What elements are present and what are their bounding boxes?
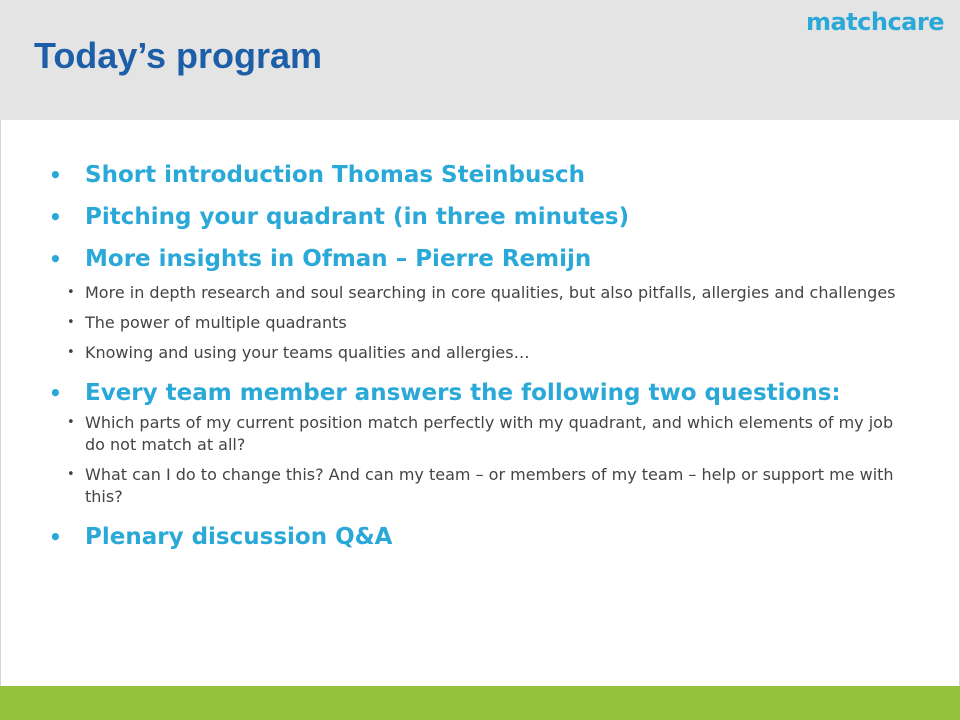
slide-title: Today’s program [34, 35, 323, 76]
sub-item-text: The power of multiple quadrants [85, 313, 347, 332]
sub-item [49, 312, 909, 334]
agenda-item-text: More insights in Ofman – Pierre Remijn [85, 246, 592, 272]
bullet-icon: • [67, 285, 75, 300]
agenda-item-text: Plenary discussion Q&A [85, 524, 393, 550]
footer-bar [0, 686, 960, 720]
agenda-list [49, 158, 909, 562]
bullet-icon: • [49, 381, 62, 405]
agenda-item-text: Short introduction Thomas Steinbusch [85, 162, 586, 188]
agenda-item-text: Pitching your quadrant (in three minutes) [85, 204, 630, 230]
bullet-icon: • [49, 525, 62, 549]
agenda-item-text: Every team member answers the following two questions: [85, 380, 841, 406]
bullet-icon: • [49, 247, 62, 271]
sub-item [49, 342, 909, 364]
ofman-subitems [49, 282, 909, 364]
matchcare-logo: matchcare [805, 8, 944, 36]
team-questions-subitems [49, 412, 909, 508]
agenda-item-plenary [49, 520, 909, 554]
sub-item-text: Which parts of my current position match perfectly with my quadrant, and which elements of my job do not match at all? [85, 413, 894, 454]
bullet-icon: • [67, 315, 75, 330]
bullet-icon: • [49, 163, 62, 187]
sub-item-text: Knowing and using your teams qualities and allergies… [85, 343, 530, 362]
agenda-item-pitching [49, 200, 909, 234]
bullet-icon: • [67, 415, 75, 430]
bullet-icon: • [67, 467, 75, 482]
sub-item [49, 412, 909, 456]
sub-item [49, 282, 909, 304]
sub-item-text: What can I do to change this? And can my team – or members of my team – help or support me with this? [85, 465, 894, 506]
sub-item [49, 464, 909, 508]
agenda-item-introduction [49, 158, 909, 192]
agenda-item-team-questions [49, 376, 909, 410]
bullet-icon: • [67, 345, 75, 360]
bullet-icon: • [49, 205, 62, 229]
agenda-item-ofman-insights [49, 242, 909, 276]
sub-item-text: More in depth research and soul searching in core qualities, but also pitfalls, allergies and challenges [85, 283, 896, 302]
slide-header [0, 0, 960, 120]
slide-content [0, 120, 960, 686]
